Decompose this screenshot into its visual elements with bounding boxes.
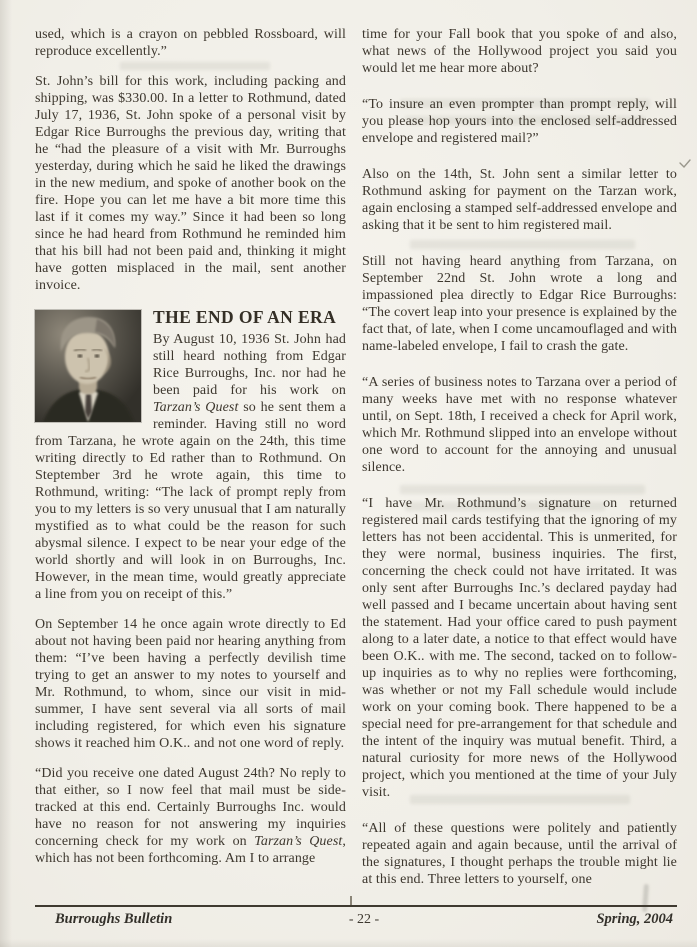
portrait-photo bbox=[35, 310, 141, 422]
footer-page-number: - 22 - bbox=[348, 912, 380, 927]
left-column bbox=[35, 26, 346, 907]
portrait-photo-image bbox=[35, 310, 141, 422]
paragraph: St. John’s bill for this work, including packing and shipping, was $330.00. In a letter to Rothmund, dated July 17, 1936, St. John spoke of a personal visit by Edgar Rice Burroughs the previous day, writing that he “had the pleasure of a visit with Mr. Burroughs yesterday, during which he said he liked the drawings in the new medium, and spoke of another book on the fire. Hope you can let me have a bit more time this last if it comes my way.” Since it had been so long since he had heard from Rothmund he reminded him that his bill had not been paid and, thinking it might have gotten misplaced in the mail, sent another invoice. bbox=[35, 74, 346, 293]
paragraph: “All of these questions were politely and patiently repeated again and again because, until the arrival of the signatures, I thought perhaps the trouble might lie at this end. Three letters to yourself, one bbox=[362, 821, 677, 887]
right-column bbox=[362, 26, 677, 907]
paragraph: On September 14 he once again wrote directly to Ed about not having been paid nor hearing anything from them: “I’ve been having a perfectly devilish time trying to get an answer to my notes to yourself and Mr. Rothmund, to whom, since our visit in mid-summer, I have sent several via all sorts of mail including registered, for which even his signature shows it reached him O.K.. and not one word of reply. bbox=[35, 617, 346, 751]
paragraph: By August 10, 1936 St. John had still heard nothing from Edgar Rice Burroughs, Inc. nor had he been paid for his work on Tarzan’s Quest so he sent them a reminder. Having still no word from Tarzana, he wrote again on the 24th, this time writing directly to Ed rather than to Rothmund. On Steptember 3rd he wrote again, this time to Rothmund, writing: “The lack of prompt reply from you to my letters is so very unusual that I am naturally mystified as to what could be the reason for such abysmal silence. I expect to be near your edge of the world shortly and will look in on Burroughs, Inc. However, in the mean time, would greatly appreciate a line from you on receipt of this.” bbox=[35, 332, 346, 602]
text-columns bbox=[35, 26, 677, 907]
footer-issue-date: Spring, 2004 bbox=[596, 911, 674, 927]
paragraph: “Did you receive one dated August 24th? No reply to that either, so I now feel that mail must be side-tracked at this end. Certainly Burroughs Inc. would have no reason for not answering my inquiries concerning check for my work on Tarzan’s Quest, which has not been forthcoming. Am I to arrange bbox=[35, 766, 346, 866]
end-of-an-era-section bbox=[35, 307, 346, 616]
paragraph: “I have Mr. Rothmund’s signature on returned registered mail cards testifying that the ignoring of my letters has not been accidental. This is unmerited, for they were normal, business inquiries. The first, concerning the check could not have irritated. It was only sent after Burroughs Inc.’s declared payday had well passed and I became uncertain about having sent the statement. Had your office cared to push payment along to a later date, a notice to that effect would have been O.K.. with me. The second, tacked on to follow-up inquiries as to why no replies were forthcoming, was whether or not my Fall schedule would include work on your coming book. There happened to be a special need for pre-arrangement for that schedule and the intent of the inquiry was mutual benefit. Third, a natural curiosity for more news of the Hollywood project, which you mentioned at the time of your July visit. bbox=[362, 496, 677, 800]
paragraph: used, which is a crayon on pebbled Rossboard, will reproduce excellently.” bbox=[35, 27, 346, 59]
scan-edge-shadow bbox=[0, 0, 12, 947]
paragraph: “A series of business notes to Tarzana over a period of many weeks have met with no response whatever until, on Sept. 18th, I received a check for April work, which Mr. Rothmund slipped into an envelope without one word to account for the annoying and unusual silence. bbox=[362, 375, 677, 475]
paragraph: “To insure an even prompter than prompt reply, will you please hop yours into the enclosed self-addressed envelope and registered mail?” bbox=[362, 97, 677, 146]
scan-edge-shadow-bottom bbox=[0, 939, 697, 947]
footer bbox=[35, 911, 677, 928]
footer-rule bbox=[35, 905, 677, 907]
paragraph: Also on the 14th, St. John sent a similar letter to Rothmund asking for payment on the Tarzan work, again enclosing a stamped self-addressed envelope and asking that it be sent to him registered mail. bbox=[362, 167, 677, 233]
paragraph: time for your Fall book that you spoke of and also, what news of the Hollywood project you said you would let me hear more about? bbox=[362, 27, 677, 76]
footer-journal-title: Burroughs Bulletin bbox=[55, 911, 173, 927]
pencil-mark-artifact bbox=[678, 158, 692, 170]
section-heading: THE END OF AN ERA bbox=[153, 307, 337, 327]
paragraph: Still not having heard anything from Tarzana, on September 22nd St. John wrote a long and impassioned plea directly to Edgar Rice Burroughs: “The covert leap into your presence is explained by the fact that, of late, when I come uncamouflaged and with name-labeled envelope, I fail to crash the gate. bbox=[362, 254, 677, 354]
